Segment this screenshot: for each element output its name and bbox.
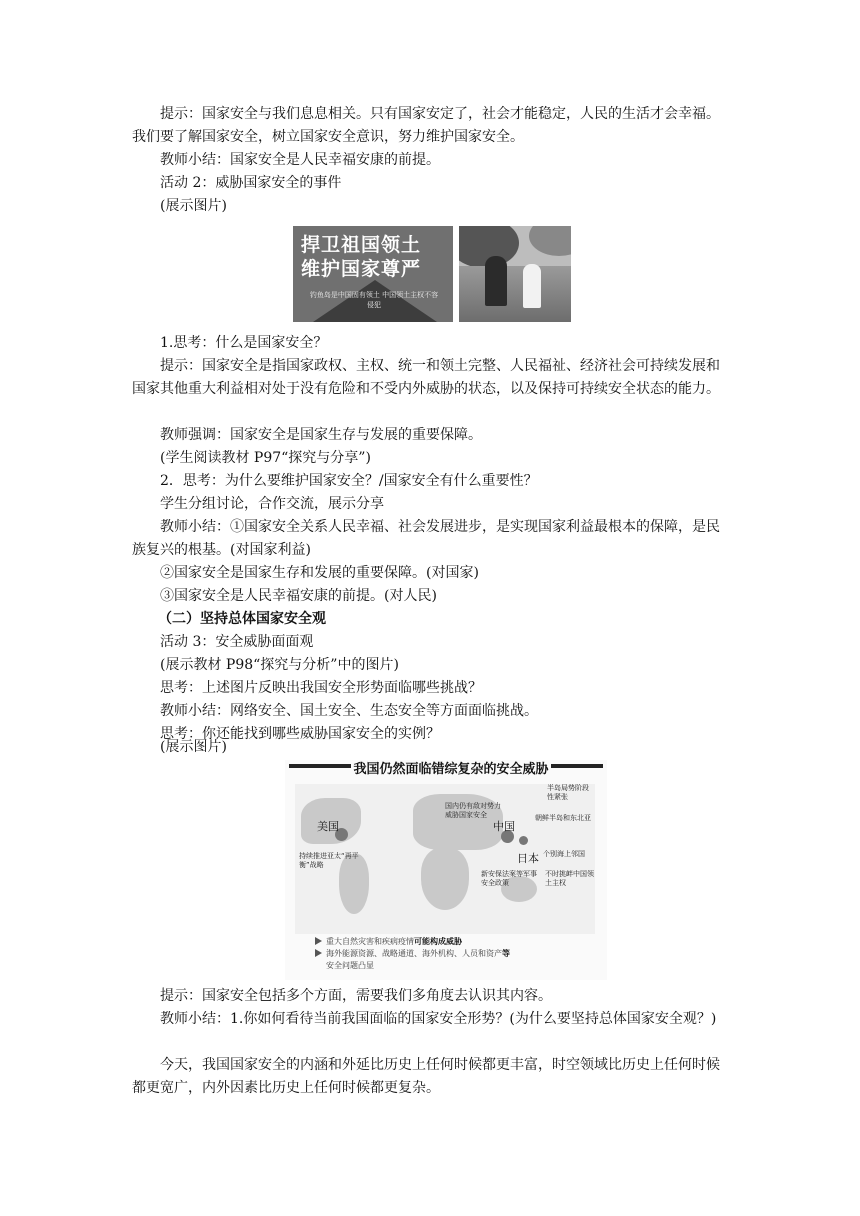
territory-banner-image xyxy=(293,226,453,322)
world-map xyxy=(295,784,595,934)
activity-2-heading: 活动 2：威胁国家安全的事件 xyxy=(160,175,342,191)
paragraph-hint-1: 提示：国家安全与我们息息相关。只有国家安定了，社会才能稳定，人民的生活才会幸福。我们要了解国家安全，树立国家安全意识，努力维护国家安全。 xyxy=(132,106,720,145)
summary-point-2: ②国家安全是国家生存和发展的重要保障。(对国家) xyxy=(160,565,479,581)
map-note-2-text: 海外能源资源、战略通道、海外机构、人员和资产 xyxy=(326,949,502,958)
japan-marker xyxy=(519,836,528,845)
map-note-row-3: 安全问题凸显 xyxy=(326,961,374,970)
photo-person xyxy=(485,256,507,306)
map-note-1-text: 重大自然灾害和疾病疫情 xyxy=(326,937,414,946)
show-picture-note-1: (展示图片) xyxy=(160,198,227,214)
map-title: 我国仍然面临错综复杂的安全威胁 xyxy=(351,760,551,780)
protest-photo xyxy=(459,226,571,322)
banner-line-2: 维护国家尊严 xyxy=(301,258,422,280)
paragraph-hint-2: 提示：国家安全是指国家政权、主权、统一和领土完整、人民福祉、经济社会可持续发展和国家其他重大利益相对处于没有危险和不受内外威胁的状态，以及保持可持续安全状态的能力。 xyxy=(132,358,720,397)
security-threat-map xyxy=(285,760,607,980)
map-label-usa: 美国 xyxy=(317,820,339,833)
paragraph-summary-4: 教师小结：1.你如何看待当前我国面临的国家安全形势？(为什么要坚持总体国家安全观？) xyxy=(160,1011,717,1027)
note-domestic: 国内仍有敌对势力威胁国家安全 xyxy=(445,802,501,819)
paragraph-hint-3: 提示：国家安全包括多个方面，需要我们多角度去认识其内容。 xyxy=(160,988,552,1004)
map-label-china: 中国 xyxy=(493,820,515,833)
africa-land xyxy=(421,848,469,910)
show-textbook-picture: (展示教材 P98“探究与分析”中的图片) xyxy=(160,657,399,673)
paragraph-conclusion: 今天，我国国家安全的内涵和外延比历史上任何时候都更丰富，时空领域比历史上任何时候都更宽广，内外因素比历史上任何时候都更复杂。 xyxy=(132,1057,720,1096)
show-picture-note-2: (展示图片) xyxy=(160,739,227,755)
map-note-2-bold: 等 xyxy=(502,949,510,958)
question-2: 2．思考：为什么要维护国家安全？/国家安全有什么重要性？ xyxy=(160,473,538,489)
arrow-icon xyxy=(315,937,322,945)
map-note-row-2 xyxy=(315,948,600,960)
question-4: 思考：你还能找到哪些威胁国家安全的实例？ xyxy=(160,726,440,742)
map-label-japan: 日本 xyxy=(517,852,539,865)
section-heading: （二）坚持总体国家安全观 xyxy=(158,611,326,627)
photo-person xyxy=(523,264,541,308)
note-sovereignty: 不时挑衅中国领土主权 xyxy=(545,870,594,887)
banner-caption: 钓鱼岛是中国固有领土 中国领土主权不容侵犯 xyxy=(309,291,439,309)
paragraph-summary-2: 教师小结：①国家安全关系人民幸福、社会发展进步，是实现国家利益最根本的保障，是民族复兴的根基。(对国家利益) xyxy=(132,519,720,558)
map-note-1-bold: 可能构成威胁 xyxy=(414,937,462,946)
note-peninsula: 半岛局势阶段性紧张 xyxy=(547,784,589,801)
question-1: 1.思考：什么是国家安全？ xyxy=(160,335,328,351)
note-usa: 持续推进亚太“再平衡”战略 xyxy=(299,852,359,869)
paragraph-summary-1: 教师小结：国家安全是人民幸福安康的前提。 xyxy=(160,152,440,168)
summary-point-3: ③国家安全是人民幸福安康的前提。(对人民) xyxy=(160,588,437,604)
teacher-emphasis: 教师强调：国家安全是国家生存与发展的重要保障。 xyxy=(160,427,482,443)
group-discussion: 学生分组讨论，合作交流，展示分享 xyxy=(160,496,384,512)
activity-3-heading: 活动 3：安全威胁面面观 xyxy=(160,634,314,650)
map-note-row-1 xyxy=(315,936,600,948)
photo-tree xyxy=(529,226,571,256)
photo-crowd xyxy=(459,266,571,322)
note-security-law: 新安保法案等军事安全政策 xyxy=(481,870,537,887)
arrow-icon xyxy=(315,949,322,957)
note-neighbors: 个别海上邻国 xyxy=(543,850,585,858)
territory-images xyxy=(293,226,571,322)
map-notes xyxy=(315,936,600,972)
reading-note: (学生阅读教材 P97“探究与分享”) xyxy=(160,450,371,466)
note-korea: 朝鲜半岛和东北亚 xyxy=(535,814,591,822)
paragraph-summary-3: 教师小结：网络安全、国土安全、生态安全等方面面临挑战。 xyxy=(160,703,538,719)
banner-line-1: 捍卫祖国领土 xyxy=(301,234,422,256)
question-3: 思考：上述图片反映出我国安全形势面临哪些挑战？ xyxy=(160,680,482,696)
